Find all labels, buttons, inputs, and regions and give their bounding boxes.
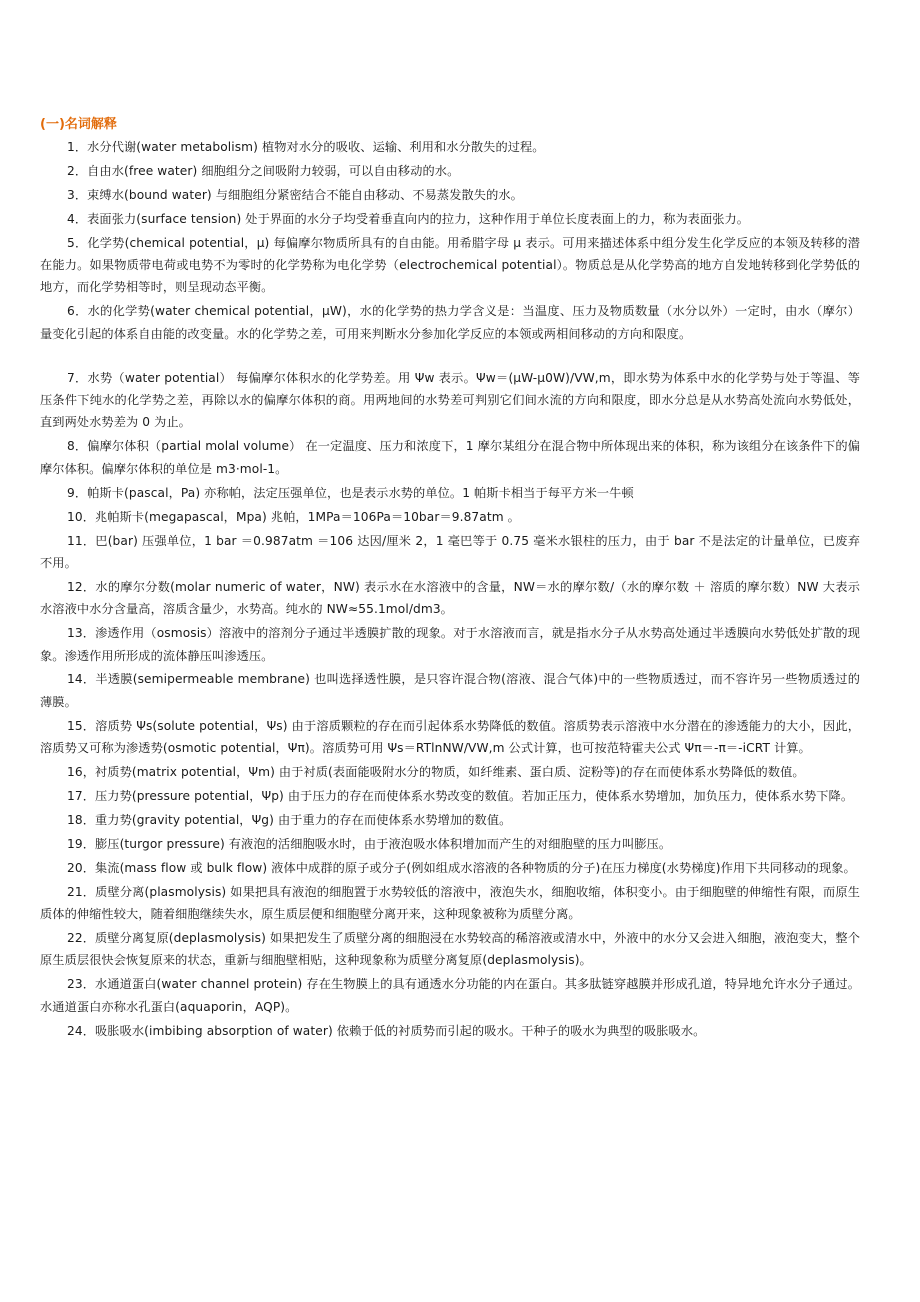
entry-22: 22．质壁分离复原(deplasmolysis) 如果把发生了质壁分离的细胞浸在水势较高的稀溶液或清水中，外液中的水分又会进入细胞，液泡变大，整个原生质层很快会恢复原来的状态，重新与细胞壁相贴，这种现象称为质壁分离复原(deplasmolysis)。 xyxy=(40,930,860,968)
entry-1: 1．水分代谢(water metabolism) 植物对水分的吸收、运输、利用和水分散失的过程。 xyxy=(67,140,545,154)
entry-19: 19．膨压(turgor pressure) 有液泡的活细胞吸水时，由于液泡吸水体积增加而产生的对细胞壁的压力叫膨压。 xyxy=(67,836,672,851)
entry-10: 10．兆帕斯卡(megapascal，Mpa) 兆帕，1MPa＝106Pa＝10bar＝9.87atm 。 xyxy=(67,509,520,524)
entry-18: 18．重力势(gravity potential，Ψg) 由于重力的存在而使体系水势增加的数值。 xyxy=(67,812,512,827)
entry-7: 7．水势（water potential） 每偏摩尔体积水的化学势差。用 Ψw 表示。Ψw＝(μW-μ0W)/VW,m，即水势为体系中水的化学势与处于等温、等压条件下纯水的化学势之差，再除以水的偏摩尔体积的商。用两地间的水势差可判别它们间水流的方向和限度，即水分总是从水势高处流向水势低处，直到两处水势差为 0 为止。 xyxy=(40,370,860,430)
entry-13: 13．渗透作用（osmosis）溶液中的溶剂分子通过半透膜扩散的现象。对于水溶液而言，就是指水分子从水势高处通过半透膜向水势低处扩散的现象。渗透作用所形成的流体静压叫渗透压。 xyxy=(40,626,860,663)
entry-16: 16，衬质势(matrix potential，Ψm) 由于衬质(表面能吸附水分的物质，如纤维素、蛋白质、淀粉等)的存在而使体系水势降低的数值。 xyxy=(67,765,805,780)
entry-20: 20．集流(mass flow 或 bulk flow) 液体中成群的原子或分子(例如组成水溶液的各种物质的分子)在压力梯度(水势梯度)作用下共同移动的现象。 xyxy=(67,860,856,875)
entry-9: 9．帕斯卡(pascal，Pa) 亦称帕，法定压强单位，也是表示水势的单位。1 帕斯卡相当于每平方米一牛顿 xyxy=(67,485,634,500)
entry-2: 2．自由水(free water) 细胞组分之间吸附力较弱，可以自由移动的水。 xyxy=(67,163,460,178)
section-title: (一)名词解释 xyxy=(40,117,117,132)
entry-17: 17．压力势(pressure potential，Ψp) 由于压力的存在而使体系水势改变的数值。若加正压力，使体系水势增加，加负压力，使体系水势下降。 xyxy=(67,788,854,803)
entry-6: 6．水的化学势(water chemical potential，μW)，水的化学势的热力学含义是：当温度、压力及物质数量（水分以外）一定时，由水（摩尔）量变化引起的体系自由能的改变量。水的化学势之差，可用来判断水分参加化学反应的本领或两相间移动的方向和限度。 xyxy=(40,304,860,341)
entry-8: 8．偏摩尔体积（partial molal volume） 在一定温度、压力和浓度下，1 摩尔某组分在混合物中所体现出来的体积，称为该组分在该条件下的偏摩尔体积。偏摩尔体积的单位是 m3·mol-1。 xyxy=(40,439,860,476)
entry-23: 23．水通道蛋白(water channel protein) 存在生物膜上的具有通透水分功能的内在蛋白。其多肽链穿越膜并形成孔道，特异地允许水分子通过。水通道蛋白亦称水孔蛋白(aquaporin，AQP)。 xyxy=(40,977,860,1014)
entry-4: 4．表面张力(surface tension) 处于界面的水分子均受着垂直向内的拉力，这种作用于单位长度表面上的力，称为表面张力。 xyxy=(67,211,750,226)
entry-11: 11．巴(bar) 压强单位，1 bar ＝0.987atm ＝106 达因/厘米 2，1 毫巴等于 0.75 毫米水银柱的压力，由于 bar 不是法定的计量单位，已废弃不用。 xyxy=(40,533,860,570)
entry-14: 14．半透膜(semipermeable membrane) 也叫选择透性膜，是只容许混合物(溶液、混合气体)中的一些物质透过，而不容许另一些物质透过的薄膜。 xyxy=(40,672,860,709)
entry-21: 21．质壁分离(plasmolysis) 如果把具有液泡的细胞置于水势较低的溶液中，液泡失水，细胞收缩，体积变小。由于细胞壁的伸缩性有限，而原生质体的伸缩性较大，随着细胞继续失水，原生质层便和细胞壁分离开来，这种现象被称为质壁分离。 xyxy=(40,884,860,921)
entry-3: 3．束缚水(bound water) 与细胞组分紧密结合不能自由移动、不易蒸发散失的水。 xyxy=(67,187,523,202)
paragraph-gap xyxy=(40,347,860,367)
document-body xyxy=(40,114,860,1043)
entry-24: 24．吸胀吸水(imbibing absorption of water) 依赖于低的衬质势而引起的吸水。干种子的吸水为典型的吸胀吸水。 xyxy=(67,1023,706,1038)
entry-15: 15．溶质势 Ψs(solute potential，Ψs) 由于溶质颗粒的存在而引起体系水势降低的数值。溶质势表示溶液中水分潜在的渗透能力的大小，因此，溶质势又可称为渗透势(osmotic potential，Ψπ)。溶质势可用 Ψs＝RTlnNW/VW,m 公式计算，也可按范特霍夫公式 Ψπ＝-π＝-iCRT 计算。 xyxy=(40,718,860,756)
entry-5: 5．化学势(chemical potential，μ) 每偏摩尔物质所具有的自由能。用希腊字母 μ 表示。可用来描述体系中组分发生化学反应的本领及转移的潜在能力。如果物质带电荷或电势不为零时的化学势称为电化学势（electrochemical potential）。物质总是从化学势高的地方自发地转移到化学势低的地方，而化学势相等时，则呈现动态平衡。 xyxy=(40,235,860,295)
entry-12: 12．水的摩尔分数(molar numeric of water，NW) 表示水在水溶液中的含量，NW＝水的摩尔数/（水的摩尔数 ＋ 溶质的摩尔数）NW 大表示水溶液中水分含量高，溶质含量少，水势高。纯水的 NW≈55.1mol/dm3。 xyxy=(40,579,860,617)
